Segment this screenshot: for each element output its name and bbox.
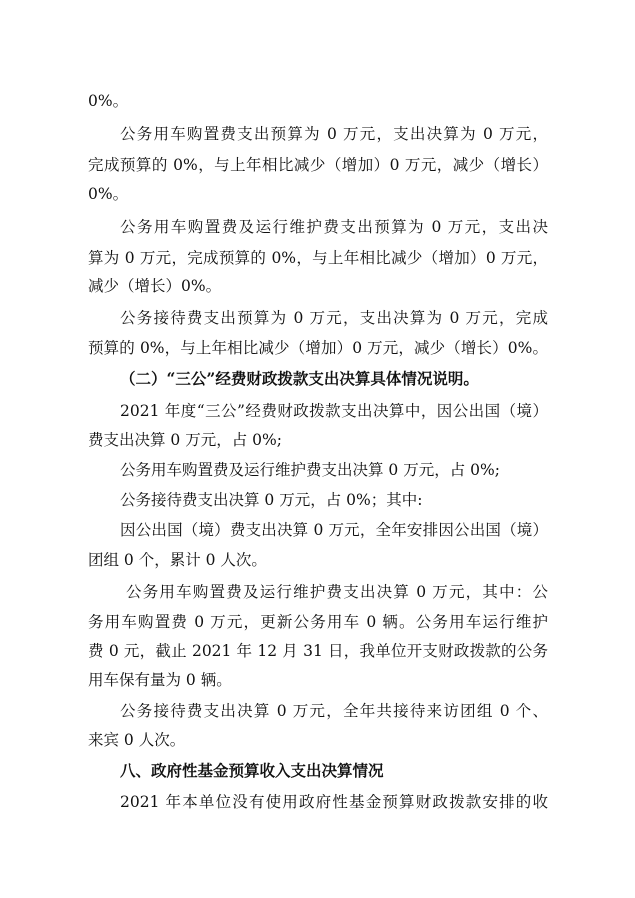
- text-line: 公务用车购置费及运行维护费支出决算 0 万元，其中：公: [126, 583, 548, 601]
- text-line: 因公出国（境）费支出决算 0 万元，全年安排因公出国（境）: [120, 521, 548, 539]
- text-line: 公务接待费支出决算 0 万元，全年共接待来访团组 0 个、: [120, 702, 548, 720]
- text-line: 团组 0 个，累计 0 人次。: [88, 551, 267, 569]
- section-heading: 八、政府性基金预算收入支出决算情况: [120, 761, 384, 780]
- text-line: 务用车购置费 0 万元，更新公务用车 0 辆。公务用车运行维护: [88, 613, 548, 631]
- text-line: 费支出决算 0 万元，占 0%;: [88, 431, 282, 449]
- text-line: 0%。: [88, 92, 129, 110]
- text-line: 公务用车购置费及运行维护费支出决算 0 万元，占 0%;: [120, 461, 500, 479]
- text-line: 算为 0 万元，完成预算的 0%，与上年相比减少（增加）0 万元，: [88, 249, 548, 267]
- text-line: 来宾 0 人次。: [88, 731, 186, 749]
- text-line: 2021 年度“三公”经费财政拨款支出决算中，因公出国（境）: [120, 402, 548, 420]
- section-heading: （二）“三公”经费财政拨款支出决算具体情况说明。: [120, 369, 479, 388]
- text-line: 公务用车购置费及运行维护费支出预算为 0 万元，支出决: [120, 218, 548, 236]
- text-line: 减少（增长）0%。: [88, 277, 222, 295]
- text-line: 费 0 元，截止 2021 年 12 月 31 日，我单位开支财政拨款的公务: [88, 642, 548, 660]
- text-line: 预算的 0%，与上年相比减少（增加）0 万元，减少（增长）0%。: [88, 339, 548, 357]
- text-line: 公务接待费支出决算 0 万元，占 0%；其中:: [120, 491, 423, 509]
- text-line: 用车保有量为 0 辆。: [88, 671, 232, 689]
- text-line: 公务接待费支出预算为 0 万元，支出决算为 0 万元，完成: [120, 309, 548, 327]
- text-line: 完成预算的 0%，与上年相比减少（增加）0 万元，减少（增长）: [88, 156, 548, 174]
- text-line: 公务用车购置费支出预算为 0 万元，支出决算为 0 万元，: [120, 125, 548, 143]
- text-line: 0%。: [88, 185, 129, 203]
- text-line: 2021 年本单位没有使用政府性基金预算财政拨款安排的收: [120, 793, 548, 811]
